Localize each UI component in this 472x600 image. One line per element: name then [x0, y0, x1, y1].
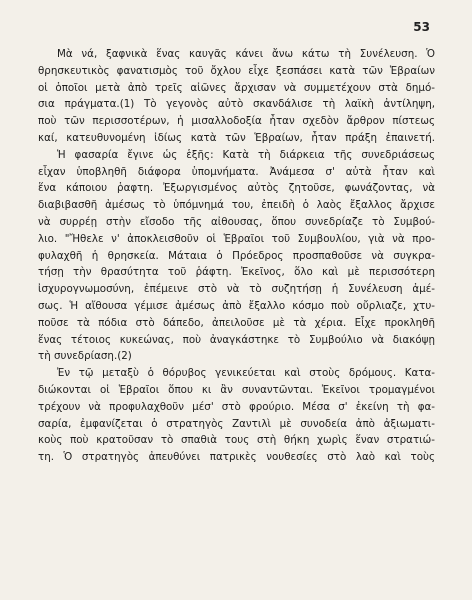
text-line: λιο. "Ἤθελε ν' ἀποκλεισθοῦν οἱ Ἑβραῖοι τοῦ Συμβουλίου, γιὰ νὰ προ-	[38, 232, 435, 245]
text-line: διαβιβασθῆ ἀμέσως τὸ ὑπόμνημά του, ἐπειδὴ ὁ λαὸς ἔξαλλος ἄρχισε	[38, 199, 435, 212]
paragraph-3	[38, 365, 435, 466]
text-line: κοὺς ποὺ κρατοῦσαν τὸ σπαθιὰ τους στὴ θήκη χωρὶς ἕναν στρατιώ-	[38, 434, 435, 447]
text-line: Ἐν τῷ μεταξὺ ὁ θόρυβος γενικεύεται καὶ στοὺς δρόμους. Κατα-	[57, 367, 435, 380]
text-line: φυλαχθῆ ἡ θρησκεία. Μάταια ὁ Πρόεδρος προσπαθοῦσε νὰ συγκρα-	[38, 249, 435, 262]
text-line: οἱ ὁποῖοι μετὰ ἀπὸ τρεῖς αἰῶνες ἄρχισαν νὰ συμμετέχουν στὰ δημό-	[38, 81, 435, 94]
page-number: 53	[413, 20, 430, 34]
body-text	[38, 46, 435, 466]
text-line: ἰσχυρογνωμοσύνη, ἐπέμεινε στὸ νὰ τὸ συζητήσῃ ἡ Συνέλευση ἀμέ-	[38, 283, 435, 296]
paragraph-1	[38, 46, 435, 147]
text-line: καί, κατευθυνομένη ἰδίως κατὰ τῶν Ἑβραίων, ἦταν πράξη ἐπαινετή.	[38, 131, 435, 144]
text-line: σως. Ἡ αἴθουσα γέμισε ἀμέσως ἀπὸ ἔξαλλο κόσμο ποὺ οὔρλιαζε, χτυ-	[38, 299, 435, 312]
text-line: εἶχαν ὑποβληθῆ διάφορα ὑπομνήματα. Ἀνάμεσα σ' αὐτὰ ἦταν καὶ	[38, 165, 435, 178]
text-line: Ἡ φασαρία ἔγινε ὡς ἑξῆς: Κατὰ τὴ διάρκεια τῆς συνεδριάσεως	[57, 148, 435, 161]
text-line: σια πράγματα.(1) Τὸ γεγονὸς αὐτὸ σκανδάλισε τὴ λαϊκὴ ἀντίληψη,	[38, 98, 435, 111]
text-line: τὴ συνεδρίαση.(2)	[38, 350, 132, 363]
text-line: διώκονται οἱ Ἑβραῖοι ὅπου κι ἂν συναντῶνται. Ἐκεῖνοι τρομαγμένοι	[38, 383, 435, 396]
text-line: τρέχουν νὰ προφυλαχθοῦν μέσ' στὸ φρούριο. Μέσα σ' ἐκείνη τὴ φα-	[38, 400, 435, 413]
text-line: σαρία, ἐμφανίζεται ὁ στρατηγὸς Ζαντιλὶ μὲ συνοδεία ἀπὸ ἀξιωματι-	[38, 417, 435, 430]
text-line: θρησκευτικὸς φανατισμὸς τοῦ ὄχλου εἶχε ξεσπάσει κατὰ τῶν Ἑβραίων	[38, 64, 435, 77]
text-line: Μὰ νά, ξαφνικὰ ἕνας καυγᾶς κάνει ἄνω κάτω τὴ Συνέλευση. Ὁ	[57, 48, 435, 60]
text-line: ἕνας τέτοιος κυκεώνας, ποὺ ἀναγκάστηκε τὸ Συμβούλιο νὰ διακόψῃ	[38, 333, 435, 346]
text-line: ποῦσε τὰ πόδια στὸ δάπεδο, ἀπειλοῦσε μὲ τὰ χέρια. Εἶχε προκληθῆ	[38, 316, 435, 329]
text-line: τήσῃ τὴν θρασύτητα τοῦ ῥάφτη. Ἐκεῖνος, ὅλο καὶ μὲ περισσότερη	[38, 266, 435, 279]
text-line: νὰ συρρέῃ στὴν εἴσοδο τῆς αἰθουσας, ὅπου συνεδρίαζε τὸ Συμβού-	[38, 215, 435, 228]
text-line: τη. Ὁ στρατηγὸς ἀπευθύνει πατρικὲς νουθεσίες στὸ λαὸ καὶ τοὺς	[38, 451, 435, 464]
paragraph-2	[38, 147, 435, 365]
text-line: ποὺ τῶν περισσοτέρων, ἡ μισαλλοδοξία ἦταν σχεδὸν ἄρθρον πίστεως	[38, 115, 435, 128]
text-line: ἕνα κάποιου ῥαφτη. Ἐξωργισμένος αὐτὸς ζητοῦσε, φωνάζοντας, νὰ	[38, 182, 435, 195]
